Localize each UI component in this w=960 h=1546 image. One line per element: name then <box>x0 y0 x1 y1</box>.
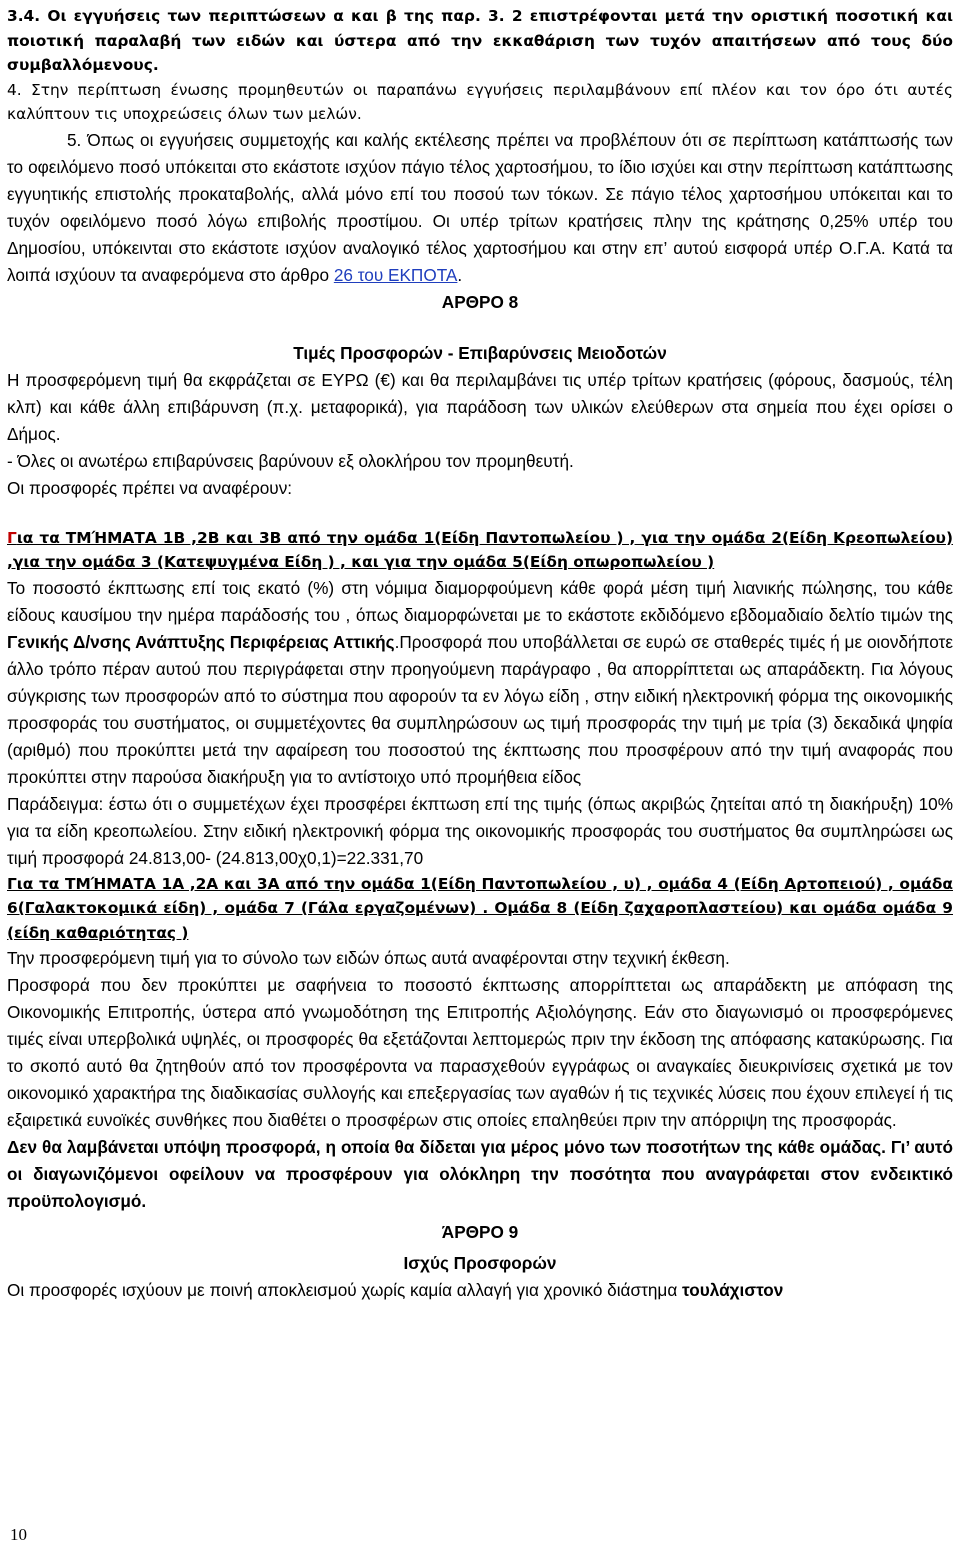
paragraph-3-4: 3.4. Οι εγγυήσεις των περιπτώσεων α και β της παρ. 3. 2 επιστρέφονται μετά την οριστική ποσοτική και ποιοτική παραλαβή των ειδών και ύστερα από την εκκαθάριση των τυχόν απαιτήσεων από τους δύο συμβαλλόμενους. <box>7 7 953 74</box>
validity-paragraph <box>7 1277 953 1304</box>
offers-must-state: Οι προσφορές πρέπει να αναφέρουν: <box>7 477 293 498</box>
paragraph-4: 4. Στην περίπτωση ένωσης προμηθευτών οι παραπάνω εγγυήσεις περιλαμβάνουν επί πλέον και τον όρο ότι αυτές καλύπτουν τις υποχρεώσεις όλων των μελών. <box>7 80 953 123</box>
paragraph-5-text: 5. Όπως οι εγγυήσεις συμμετοχής και καλής εκτέλεσης πρέπει να προβλέπουν ότι σε περίπτωση κατάπτωσής των το οφειλόμενο ποσό υπόκειται στο εκάστοτε ισχύον πάγιο τέλος χαρτοσήμου, το ίδιο ισχύει και στην περίπτωση κατάπτωσης εγγυητικής επιστολής προκαταβολής, αλλά μόνο επί του ποσού των τόκων. Σε πάγιο τέλος χαρτοσήμου υπόκειται και το τυχόν οφειλόμενο ποσό λόγω επιβολής προστίμου. Οι υπέρ τρίτων κρατήσεις πλην της κράτησης 0,25% υπέρ του Δημοσίου, υπόκεινται στο εκάστοτε ισχύον αναλογικό τέλος χαρτοσήμου και στην επ’ αυτού εισφορά υπέρ Ο.Γ.Α. Κατά τα λοιπά ισχύουν τα αναφερόμενα στο άρθρο <box>7 129 953 285</box>
validity-bold: τουλάχιστον <box>682 1280 784 1300</box>
ekpota-link[interactable]: 26 του ΕΚΠΟΤΑ <box>333 264 458 285</box>
validity-text: Οι προσφορές ισχύουν με ποινή αποκλεισμού χωρίς καμία αλλαγή για χρονικό διάστημα <box>7 1280 683 1300</box>
page-number: 10 <box>10 1525 27 1544</box>
partial-offers-paragraph: Δεν θα λαμβάνεται υπόψη προσφορά, η οποία θα δίδεται για μέρος μόνο των ποσοτήτων της κάθε ομάδας. Γι’ αυτό οι διαγωνιζόμενοι οφείλουν να προσφέρουν για ολόκληρη την ποσότητα που αναγράφεται στον ενδεικτικό προϋπολογισμό. <box>7 1137 953 1211</box>
spacer <box>7 502 953 526</box>
document-page <box>7 4 953 1304</box>
discount-text-cont: .Προσφορά που υποβάλλεται σε ευρώ σε σταθερές τιμές ή με οιονδήποτε άλλο τρόπο πέραν αυτού που περιγράφεται στην προηγούμενη παράγραφο , θα απορρίπτεται ως απαράδεκτη. Για λόγους σύγκρισης των προσφορών από το σύστημα που αφορούν τα εν λόγω είδη , στην ειδική ηλεκτρονική φόρμα της οικονομικής προσφοράς του συστήματος, οι συμμετέχοντες θα συμπληρώσουν ως τιμή προσφοράς την τιμή με τρία (3) δεκαδικά ψηφία (αριθμό) που προκύπτει μετά την αφαίρεση του ποσοστού της έκπτωσης που προσφέρουν από την τιμή αναφοράς που προκύπτει στην παρούσα διακήρυξη για το αντίστοιχο υπό προμήθεια είδος <box>7 631 953 787</box>
article-9-subtitle: Ισχύς Προσφορών <box>403 1253 557 1273</box>
article-8-subtitle: Τιμές Προσφορών - Επιβαρύνσεις Μειοδοτών <box>293 342 667 363</box>
discount-paragraph <box>7 575 953 791</box>
discount-text: Το ποσοστό έκπτωσης επί τοις εκατό (%) στη νόμιμα διαμορφούμενη κάθε φορά μέση τιμή λιανικής πώλησης, του κάθε είδους καυσίμου την ημέρα παράδοσής του , όπως διαμορφώνεται με το εκάστοτε εκδιδόμενο εβδομαδιαίο δελτίο τιμών της <box>7 577 953 625</box>
heading-rest: ια τα ΤΜΉΜΑΤΑ 1Β ,2Β και 3Β από την ομάδα 1(Είδη Παντοπωλείου ) , για την ομάδα 2(Είδη Κρεοπωλείου) ,για την ομάδα 3 (Κατεψυγμένα Είδη ) , και για την ομάδα 5(Είδη οπωροπωλείου ) <box>7 528 953 571</box>
example-paragraph: Παράδειγμα: έστω ότι ο συμμετέχων έχει προσφέρει έκπτωση επί της τιμής (όπως ακριβώς ζητείται από τη διακήρυξη) 10% για τα είδη κρεοπωλείου. Στην ειδική ηλεκτρονική φόρμα της οικονομικής προσφοράς του συστήματος θα συμπληρώσει ως τιμή προσφορά 24.813,00- (24.813,00χ0,1)=22.331,70 <box>7 793 953 868</box>
section-heading-1 <box>7 526 953 575</box>
heading-initial: Γ <box>7 528 17 547</box>
section-heading-2: Για τα ΤΜΉΜΑΤΑ 1Α ,2Α και 3Α από την ομάδα 1(Είδη Παντοπωλείου , υ) , ομάδα 4 (Είδη Αρτοπειού) , ομάδα 6(Γαλακτοκομικά είδη) , ομάδα 7 (Γάλα εργαζομένων) . Ομάδα 8 (Είδη ζαχαροπλαστείου) και ομάδα ομάδα 9 (είδη καθαριότητας ) <box>7 874 953 942</box>
spacer <box>7 316 953 340</box>
rejection-paragraph: Προσφορά που δεν προκύπτει με σαφήνεια το ποσοστό έκπτωσης απορρίπτεται ως απαράδεκτη με απόφαση της Οικονομικής Επιτροπής, ύστερα από γνωμοδότηση της Επιτροπής Αξιολόγησης. Εάν στο διαγωνισμό οι προσφερόμενες τιμές είναι υπερβολικά υψηλές, οι προσφορές θα εξετάζονται λεπτομερώς πριν την έκδοση της απόφασης κατακύρωσης. Για το σκοπό αυτό θα ζητηθούν από τον προσφέροντα να παρασχεθούν εγγράφως οι αναγκαίες διευκρινίσεις σχετικά με τον οικονομικό χαρακτήρα της διαδικασίας συλλογής και επεξεργασίας των αγαθών ή τις τεχνικές λύσεις που έχουν επιλεγεί ή τις εξαιρετικά ευνοϊκές συνθήκες που διαθέτει ο προσφέρων στις οποίες επαληθεύει πριν την απόρριψη της προσφοράς. <box>7 975 953 1130</box>
offered-price-paragraph: Την προσφερόμενη τιμή για το σύνολο των ειδών όπως αυτά αναφέρονται στην τεχνική έκθεση. <box>7 948 730 968</box>
article-9-title: ΆΡΘΡΟ 9 <box>441 1222 519 1242</box>
price-paragraph: Η προσφερόμενη τιμή θα εκφράζεται σε ΕΥΡΩ (€) και θα περιλαμβάνει τις υπέρ τρίτων κρατήσεις (φόρους, δασμούς, τέλη κλπ) και κάθε άλλη επιβάρυνση (π.χ. μεταφορικά), για παράδοση των υλικών ελεύθερων στα σημεία που έχει ορίσει ο Δήμος. <box>7 369 953 444</box>
paragraph-5-end: . <box>457 264 463 285</box>
article-8-title: ΑΡΘΡΟ 8 <box>441 291 519 312</box>
charges-paragraph: - Όλες οι ανωτέρω επιβαρύνσεις βαρύνουν εξ ολοκλήρου τον προμηθευτή. <box>7 450 574 471</box>
paragraph-5 <box>7 127 953 289</box>
directorate-name: Γενικής Δ/νσης Ανάπτυξης Περιφέρειας Αττικής <box>7 631 395 652</box>
